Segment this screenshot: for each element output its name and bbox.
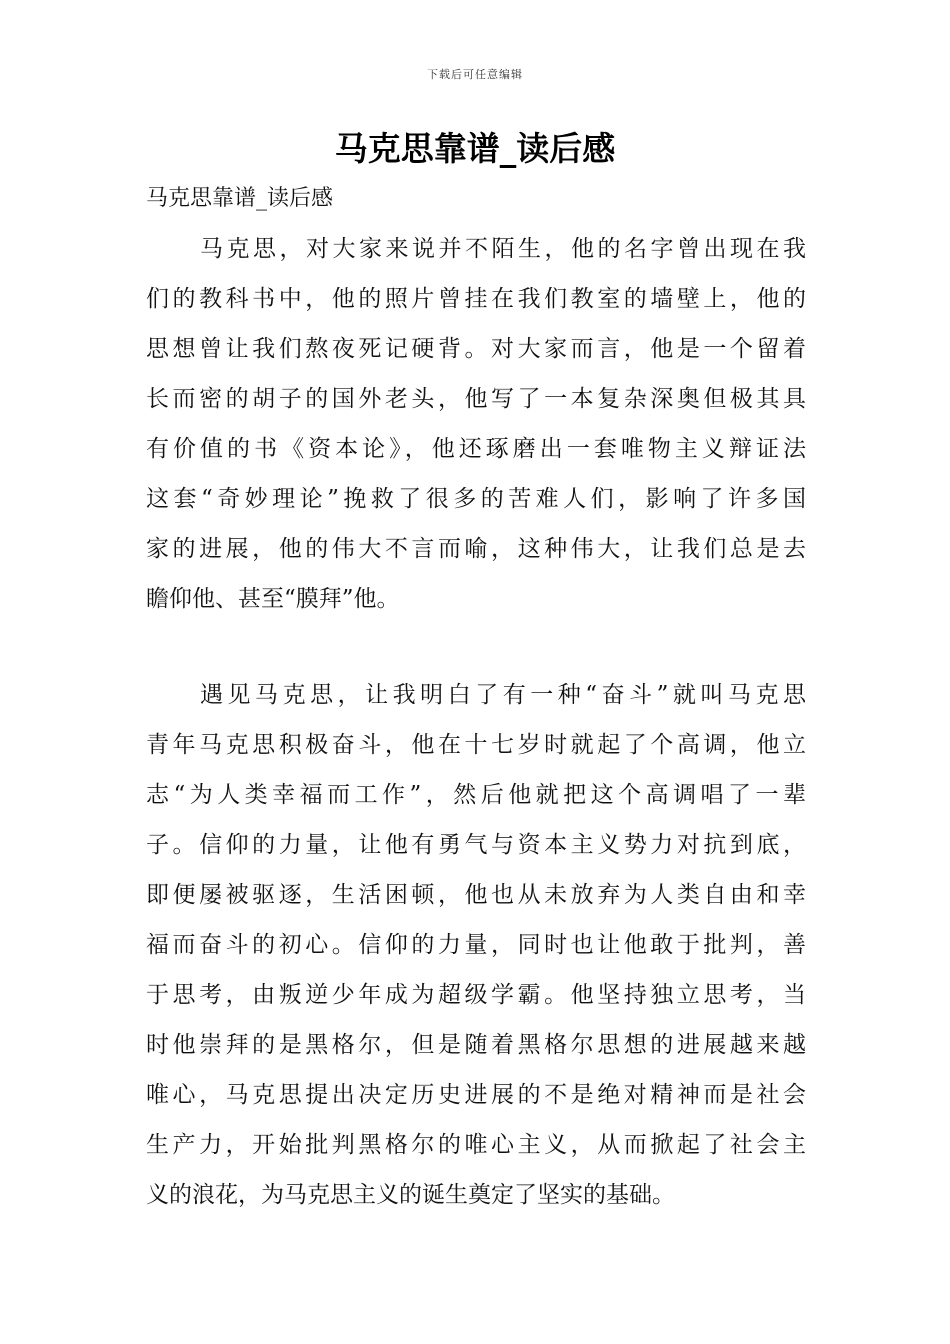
paragraph-line: 即便屡被驱逐，生活困顿，他也从未放弃为人类自由和幸: [146, 882, 806, 908]
paragraph-line: 马克思，对大家来说并不陌生，他的名字曾出现在我: [200, 236, 806, 262]
paragraph-1: [146, 224, 806, 624]
paragraph-line: 长而密的胡子的国外老头，他写了一本复杂深奥但极其具: [146, 386, 806, 412]
paragraph-line: 时他崇拜的是黑格尔，但是随着黑格尔思想的进展越来越: [146, 1032, 806, 1058]
paragraph-line: 有价值的书《资本论》，他还琢磨出一套唯物主义辩证法: [146, 436, 806, 462]
paragraph-line: 青年马克思积极奋斗，他在十七岁时就起了个高调，他立: [146, 732, 806, 758]
document-title: 马克思靠谱_读后感: [334, 129, 616, 168]
paragraph-line: 志“为人类幸福而工作”，然后他就把这个高调唱了一辈: [146, 782, 806, 808]
paragraph-line: 们的教科书中，他的照片曾挂在我们教室的墙壁上，他的: [146, 286, 806, 312]
paragraph-2: [146, 670, 806, 1220]
header-note: 下载后可任意编辑: [427, 68, 523, 81]
paragraph-line: 义的浪花，为马克思主义的诞生奠定了坚实的基础。: [146, 1182, 675, 1208]
paragraph-line: 福而奋斗的初心。信仰的力量，同时也让他敢于批判，善: [146, 932, 806, 958]
paragraph-line: 瞻仰他、甚至“膜拜”他。: [146, 586, 400, 612]
paragraph-line: 子。信仰的力量，让他有勇气与资本主义势力对抗到底，: [146, 832, 806, 858]
paragraph-line: 生产力，开始批判黑格尔的唯心主义，从而掀起了社会主: [146, 1132, 806, 1158]
document-subtitle: 马克思靠谱_读后感: [146, 186, 334, 211]
paragraph-line: 这套“奇妙理论”挽救了很多的苦难人们，影响了许多国: [146, 486, 806, 512]
paragraph-line: 唯心，马克思提出决定历史进展的不是绝对精神而是社会: [146, 1082, 806, 1108]
paragraph-line: 遇见马克思，让我明白了有一种“奋斗”就叫马克思: [200, 682, 806, 708]
paragraph-line: 于思考，由叛逆少年成为超级学霸。他坚持独立思考，当: [146, 982, 806, 1008]
paragraph-line: 家的进展，他的伟大不言而喻，这种伟大，让我们总是去: [146, 536, 806, 562]
paragraph-line: 思想曾让我们熬夜死记硬背。对大家而言，他是一个留着: [146, 336, 806, 362]
